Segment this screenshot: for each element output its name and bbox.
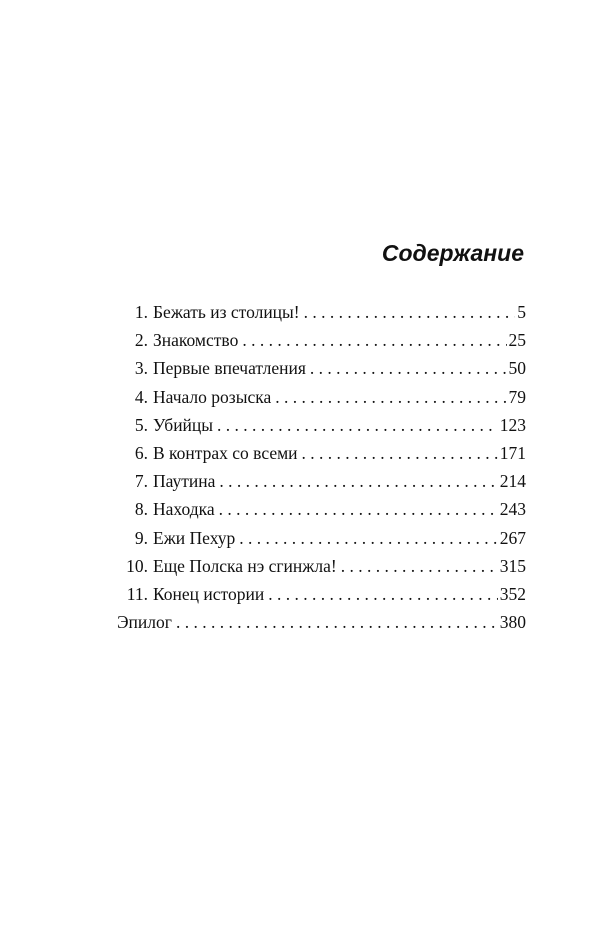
toc-entry-page: 171 [499, 442, 526, 463]
toc-leader-dots [215, 467, 497, 495]
toc-entry-title: В контрах со всеми [153, 442, 298, 463]
toc-title: Содержание [381, 240, 524, 266]
toc-entry-title: Знакомство [153, 330, 239, 351]
toc-entry-title: Эпилог [117, 612, 172, 633]
toc-entry-page: 5 [517, 302, 526, 322]
toc-entry [117, 580, 526, 608]
toc-entry-page: 25 [508, 330, 526, 351]
toc-entry-number: 6. [134, 442, 148, 463]
toc-entry-page: 50 [508, 358, 526, 379]
toc-entry-title: Находка [153, 499, 215, 520]
toc-entry [117, 608, 526, 636]
toc-leader-dots [298, 439, 498, 467]
toc-leader-dots [271, 383, 506, 411]
toc-entry-page: 243 [499, 499, 526, 520]
toc-entry [117, 439, 526, 467]
toc-entry-page: 315 [499, 555, 526, 576]
toc-entry-number: 2. [134, 330, 148, 351]
toc-entry-title: Конец истории [153, 583, 265, 604]
toc-entry-number: 4. [134, 386, 148, 407]
toc-entry-number: 3. [134, 358, 148, 379]
toc-entry-number: 1. [134, 302, 148, 322]
toc-entry [117, 326, 526, 354]
toc-entry-page: 79 [508, 386, 526, 407]
toc-entry [117, 383, 526, 411]
toc-entry [117, 467, 526, 495]
toc-leader-dots [300, 298, 516, 326]
toc-entry-title: Ежи Пехур [153, 527, 236, 548]
toc-entry-title: Первые впечатления [153, 358, 306, 379]
toc-entry-title: Убийцы [153, 414, 214, 435]
toc-entry-title: Начало розыска [153, 386, 272, 407]
toc-entry [117, 411, 526, 439]
toc-entry-number: 10. [126, 555, 148, 576]
toc-entry-title: Еще Полска нэ сгинжла! [153, 555, 337, 576]
toc-entry-title: Паутина [153, 471, 216, 492]
toc-entry-number: 5. [134, 414, 148, 435]
toc-entry-page: 123 [499, 414, 526, 435]
toc-entry-number: 7. [134, 471, 148, 492]
toc-leader-dots [238, 326, 506, 354]
toc-entry [117, 552, 526, 580]
toc-entry-number: 8. [134, 499, 148, 520]
toc-list [117, 298, 526, 636]
toc-entry-page: 214 [499, 471, 526, 492]
toc-leader-dots [213, 411, 498, 439]
toc-entry [117, 495, 526, 523]
toc-entry-page: 267 [499, 527, 526, 548]
toc-leader-dots [337, 552, 498, 580]
toc-leader-dots [235, 524, 497, 552]
toc-entry [117, 354, 526, 382]
toc-leader-dots [172, 608, 498, 636]
toc-entry-page: 352 [499, 583, 526, 604]
toc-entry-number: 9. [134, 527, 148, 548]
toc-leader-dots [264, 580, 498, 608]
toc-leader-dots [215, 495, 498, 523]
toc-entry [117, 298, 526, 326]
toc-entry-title: Бежать из столицы! [153, 302, 300, 322]
toc-entry [117, 524, 526, 552]
toc-leader-dots [306, 354, 507, 382]
toc-entry-page: 380 [499, 612, 526, 633]
toc-entry-number: 11. [126, 583, 148, 604]
